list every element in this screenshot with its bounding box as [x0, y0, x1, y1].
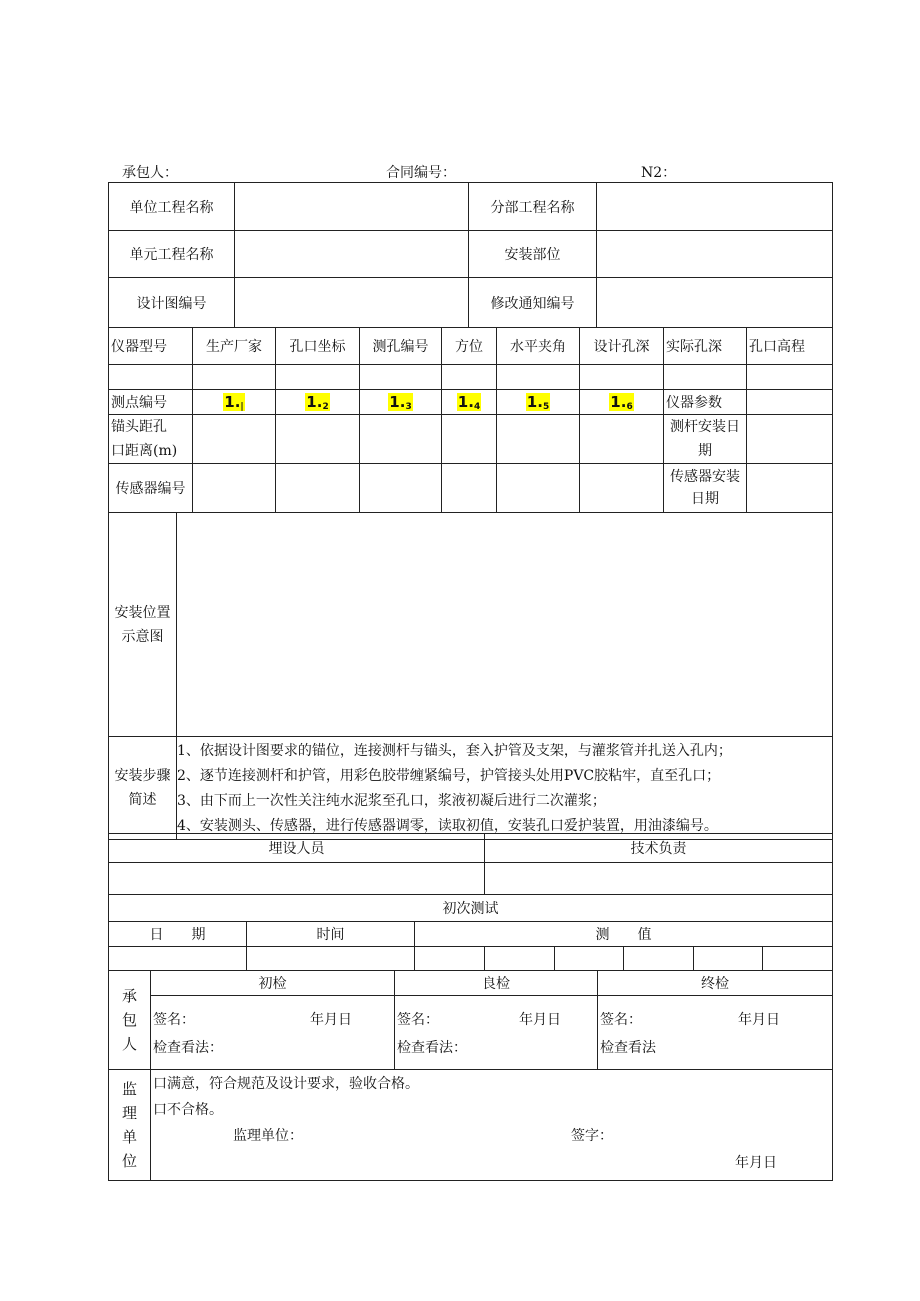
step-4: 4、安装测头、传感器，进行传感器调零，读取初值，安装孔口爱护装置，用油漆编号。: [177, 818, 718, 834]
test-date-header: 日 期: [109, 922, 247, 947]
supervisor-side-label: 监 理 单 位: [109, 1070, 151, 1181]
second-check-date: 年月日: [519, 1011, 561, 1028]
installer-label: 埋设人员: [109, 834, 485, 863]
measure-point-6: $1._6$: [580, 390, 664, 415]
element-project-value[interactable]: [235, 231, 469, 278]
measure-point-3: $1._3$: [360, 390, 442, 415]
step-2: 2、逐节连接测杆和护管，用彩色胶带缠紧编号，护管接头处用PVC胶粘牢，直至孔口；: [177, 768, 721, 784]
sensor-number-label: 传感器编号: [109, 464, 193, 513]
anchor-distance-2[interactable]: [276, 415, 360, 464]
hole-coordinate-value[interactable]: [276, 365, 360, 390]
test-value-1[interactable]: [415, 947, 485, 971]
measure-point-label: 测点编号: [109, 390, 193, 415]
measure-point-1: $1._|$: [193, 390, 276, 415]
anchor-distance-1[interactable]: [193, 415, 276, 464]
sensor-number-2[interactable]: [276, 464, 360, 513]
sensor-install-date-value[interactable]: [747, 464, 833, 513]
sensor-number-1[interactable]: [193, 464, 276, 513]
anchor-distance-5[interactable]: [497, 415, 580, 464]
measure-point-2: $1._2$: [276, 390, 360, 415]
hole-coordinate-header: 孔口坐标: [276, 328, 360, 365]
final-check-sign: 签名：: [600, 1011, 642, 1028]
horizontal-angle-header: 水平夹角: [497, 328, 580, 365]
test-value-header: 测 值: [415, 922, 833, 947]
manufacturer-value[interactable]: [193, 365, 276, 390]
instrument-model-header: 仪器型号: [109, 328, 193, 365]
first-check-cell[interactable]: [151, 996, 395, 1070]
sub-project-value[interactable]: [597, 183, 833, 231]
rod-install-date-label: 测杆安装日 期: [664, 415, 747, 464]
step-3: 3、由下而上一次性关注纯水泥浆至孔口，浆液初凝后进行二次灌浆；: [177, 793, 606, 809]
manufacturer-header: 生产厂家: [193, 328, 276, 365]
steps-list: [177, 737, 833, 840]
first-check-sign: 签名：: [153, 1011, 195, 1028]
test-time-header: 时间: [247, 922, 415, 947]
diagram-label: 安装位置 示意图: [109, 513, 177, 737]
sensor-install-date-label: 传感器安装 日期: [664, 464, 747, 513]
sub-project-label: 分部工程名称: [469, 183, 597, 231]
tech-lead-label: 技术负责: [485, 834, 833, 863]
design-drawing-label: 设计图编号: [109, 278, 235, 328]
test-value-6[interactable]: [763, 947, 833, 971]
final-check-cell[interactable]: [598, 996, 833, 1070]
initial-test-title: 初次测试: [109, 895, 833, 922]
test-time-value[interactable]: [247, 947, 415, 971]
install-location-label: 安装部位: [469, 231, 597, 278]
supervisor-approve-option[interactable]: 口满意，符合规范及设计要求，验收合格。: [153, 1076, 419, 1092]
test-date-value[interactable]: [109, 947, 247, 971]
approval-table: [108, 970, 833, 1181]
azimuth-value[interactable]: [442, 365, 497, 390]
measure-point-5: $1._5$: [497, 390, 580, 415]
supervisor-sign-label: 签字：: [571, 1128, 613, 1144]
anchor-distance-4[interactable]: [442, 415, 497, 464]
hole-number-value[interactable]: [360, 365, 442, 390]
measure-point-4: $1._4$: [442, 390, 497, 415]
test-value-5[interactable]: [694, 947, 763, 971]
azimuth-header: 方位: [442, 328, 497, 365]
steps-label: 安装步骤 简述: [109, 737, 177, 840]
test-value-2[interactable]: [485, 947, 555, 971]
form-no-label: N2：: [641, 165, 677, 181]
personnel-table: [108, 833, 833, 895]
hole-elevation-header: 孔口高程: [747, 328, 833, 365]
design-drawing-value[interactable]: [235, 278, 469, 328]
anchor-distance-6[interactable]: [580, 415, 664, 464]
second-check-method: 检查看法：: [397, 1039, 467, 1056]
supervisor-cell: [151, 1070, 833, 1181]
final-check-header: 终检: [598, 971, 833, 996]
hole-number-header: 测孔编号: [360, 328, 442, 365]
actual-depth-value[interactable]: [664, 365, 747, 390]
contract-no-label: 合同编号：: [386, 165, 456, 181]
actual-depth-header: 实际孔深: [664, 328, 747, 365]
first-check-method: 检查看法：: [153, 1039, 223, 1056]
supervisor-unit-label: 监理单位：: [233, 1128, 303, 1144]
instrument-param-label: 仪器参数: [664, 390, 747, 415]
unit-project-value[interactable]: [235, 183, 469, 231]
sensor-number-3[interactable]: [360, 464, 442, 513]
initial-test-table: [108, 894, 833, 971]
diagram-steps-table: [108, 512, 833, 840]
final-check-date: 年月日: [738, 1011, 780, 1028]
supervisor-reject-option[interactable]: 口不合格。: [153, 1102, 223, 1118]
installer-value[interactable]: [109, 863, 485, 895]
sensor-number-5[interactable]: [497, 464, 580, 513]
project-info-table: [108, 182, 833, 328]
test-value-4[interactable]: [624, 947, 694, 971]
design-depth-value[interactable]: [580, 365, 664, 390]
test-value-3[interactable]: [555, 947, 624, 971]
second-check-cell[interactable]: [395, 996, 598, 1070]
anchor-distance-3[interactable]: [360, 415, 442, 464]
contractor-side-label: 承 包 人: [109, 971, 151, 1070]
unit-project-label: 单位工程名称: [109, 183, 235, 231]
horizontal-angle-value[interactable]: [497, 365, 580, 390]
diagram-area[interactable]: [177, 513, 833, 737]
change-notice-value[interactable]: [597, 278, 833, 328]
design-depth-header: 设计孔深: [580, 328, 664, 365]
first-check-header: 初检: [151, 971, 395, 996]
instrument-table: [108, 327, 833, 513]
sensor-number-6[interactable]: [580, 464, 664, 513]
hole-elevation-value[interactable]: [747, 365, 833, 390]
instrument-model-value[interactable]: [109, 365, 193, 390]
second-check-header: 良检: [395, 971, 598, 996]
anchor-distance-label: 锚头距孔 口距离(m): [109, 415, 193, 464]
contractor-label: 承包人：: [122, 165, 178, 181]
final-check-method: 检查看法: [600, 1039, 656, 1056]
step-1: 1、依据设计图要求的锚位，连接测杆与锚头，套入护管及支架，与灌浆管并扎送入孔内；: [177, 743, 732, 759]
second-check-sign: 签名：: [397, 1011, 439, 1028]
instrument-param-value[interactable]: [747, 390, 833, 415]
first-check-date: 年月日: [310, 1011, 352, 1028]
tech-lead-value[interactable]: [485, 863, 833, 895]
change-notice-label: 修改通知编号: [469, 278, 597, 328]
element-project-label: 单元工程名称: [109, 231, 235, 278]
install-location-value[interactable]: [597, 231, 833, 278]
rod-install-date-value[interactable]: [747, 415, 833, 464]
supervisor-date-label: 年月日: [735, 1155, 777, 1171]
sensor-number-4[interactable]: [442, 464, 497, 513]
